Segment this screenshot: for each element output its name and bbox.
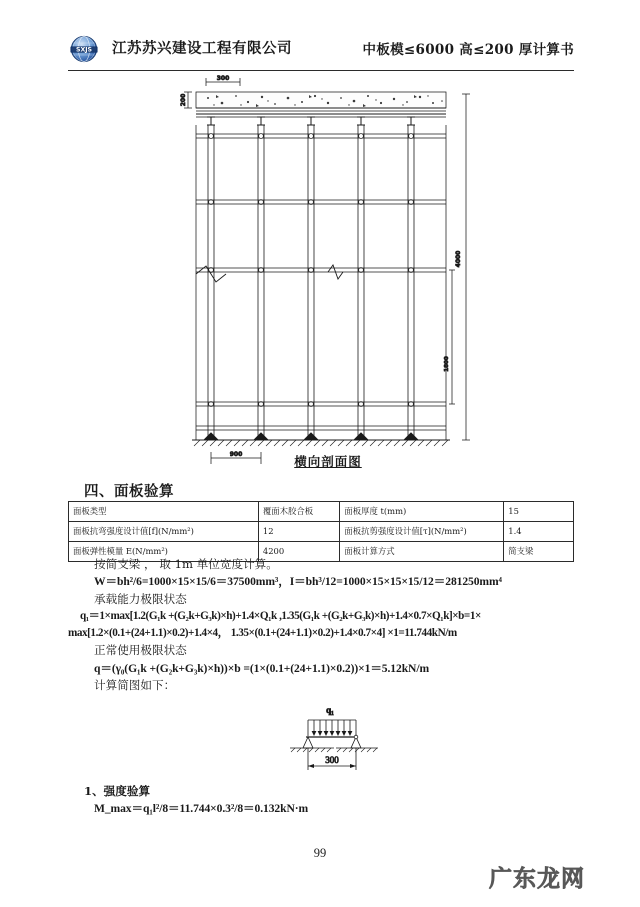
param-label: 面板类型 bbox=[69, 502, 259, 522]
param-value: 简支梁 bbox=[504, 542, 574, 562]
watermark: 广东龙网 bbox=[489, 866, 585, 892]
page-header bbox=[68, 33, 574, 71]
formula-q1-line2: max[1.2×(0.1+(24+1.1)×0.2)+1.4×4， 1.35×(0.1+(24+1.1)×0.2)+1.4×0.7×4] ×1=11.744kN/m bbox=[68, 627, 457, 640]
param-value: 1.4 bbox=[504, 522, 574, 542]
beam-load-label: q₁ bbox=[326, 705, 334, 715]
dim-top-span-label: 300 bbox=[216, 75, 230, 82]
diagram-intro-line: 计算简图如下： bbox=[94, 678, 176, 693]
moment-formula: M_max＝q₁l²/8＝11.744×0.3²/8＝0.132kN·m bbox=[94, 802, 309, 815]
assumption-line: 按简支梁 ， 取 1m 单位宽度计算。 bbox=[94, 557, 278, 571]
globe-logo-icon bbox=[68, 35, 108, 63]
param-label: 面板计算方式 bbox=[340, 542, 504, 562]
page-number: 99 bbox=[313, 846, 327, 860]
cross-section-drawing bbox=[178, 74, 478, 466]
strength-check-heading: 1、强度验算 bbox=[84, 784, 151, 798]
table-row bbox=[69, 522, 574, 542]
section-heading: 四、面板验算 bbox=[84, 483, 174, 500]
simply-supported-beam-diagram bbox=[282, 702, 408, 776]
formula-q: q＝(γ₀(G₁k +(G₂k+G₃k)×h))×b =(1×(0.1+(24+1.1)×0.2))×1＝5.12kN/m bbox=[94, 661, 429, 675]
dim-right-total-label: 4000 bbox=[455, 250, 462, 268]
serviceability-state-heading: 正常使用极限状态 bbox=[94, 643, 187, 658]
param-value: 4200 bbox=[258, 542, 339, 562]
drawing-caption: 横向剖面图 bbox=[294, 454, 362, 469]
panel-parameters-table bbox=[68, 501, 574, 562]
calculation-body bbox=[68, 556, 580, 694]
param-label: 面板抗弯强度设计值[f](N/mm²) bbox=[69, 522, 259, 542]
ultimate-state-heading: 承载能力极限状态 bbox=[94, 591, 187, 606]
header-divider bbox=[68, 70, 574, 71]
param-value: 12 bbox=[258, 522, 339, 542]
param-label: 面板抗剪强度设计值[τ](N/mm²) bbox=[340, 522, 504, 542]
formula-q1-line1: q₁＝1×max[1.2(G₁k +(G₂k+G₃k)×h)+1.4×Q₁k ,1.35(G₁k +(G₂k+G₃k)×h)+1.4×0.7×Q₁k]×b=1× bbox=[80, 609, 481, 622]
strength-check-section bbox=[68, 782, 580, 818]
param-value: 覆面木胶合板 bbox=[258, 502, 339, 522]
param-value: 15 bbox=[504, 502, 574, 522]
param-label: 面板弹性模量 E(N/mm²) bbox=[69, 542, 259, 562]
section-properties-line: W＝bh²/6=1000×15×15/6＝37500mm³，I＝bh³/12=1000×15×15×15/12＝281250mm⁴ bbox=[94, 575, 502, 589]
param-label: 面板厚度 t(mm) bbox=[340, 502, 504, 522]
dim-slab-thickness-label: 200 bbox=[180, 93, 187, 107]
logo-text: SXJS bbox=[76, 46, 92, 54]
dim-bottom-span-label: 900 bbox=[229, 451, 243, 458]
document-title: 中板模≤6000 高≤200 厚计算书 bbox=[362, 42, 574, 58]
table-row bbox=[69, 502, 574, 522]
beam-span-label: 300 bbox=[325, 755, 339, 765]
dim-right-lower-label: 1800 bbox=[444, 356, 450, 372]
company-name: 江苏苏兴建设工程有限公司 bbox=[112, 40, 292, 57]
